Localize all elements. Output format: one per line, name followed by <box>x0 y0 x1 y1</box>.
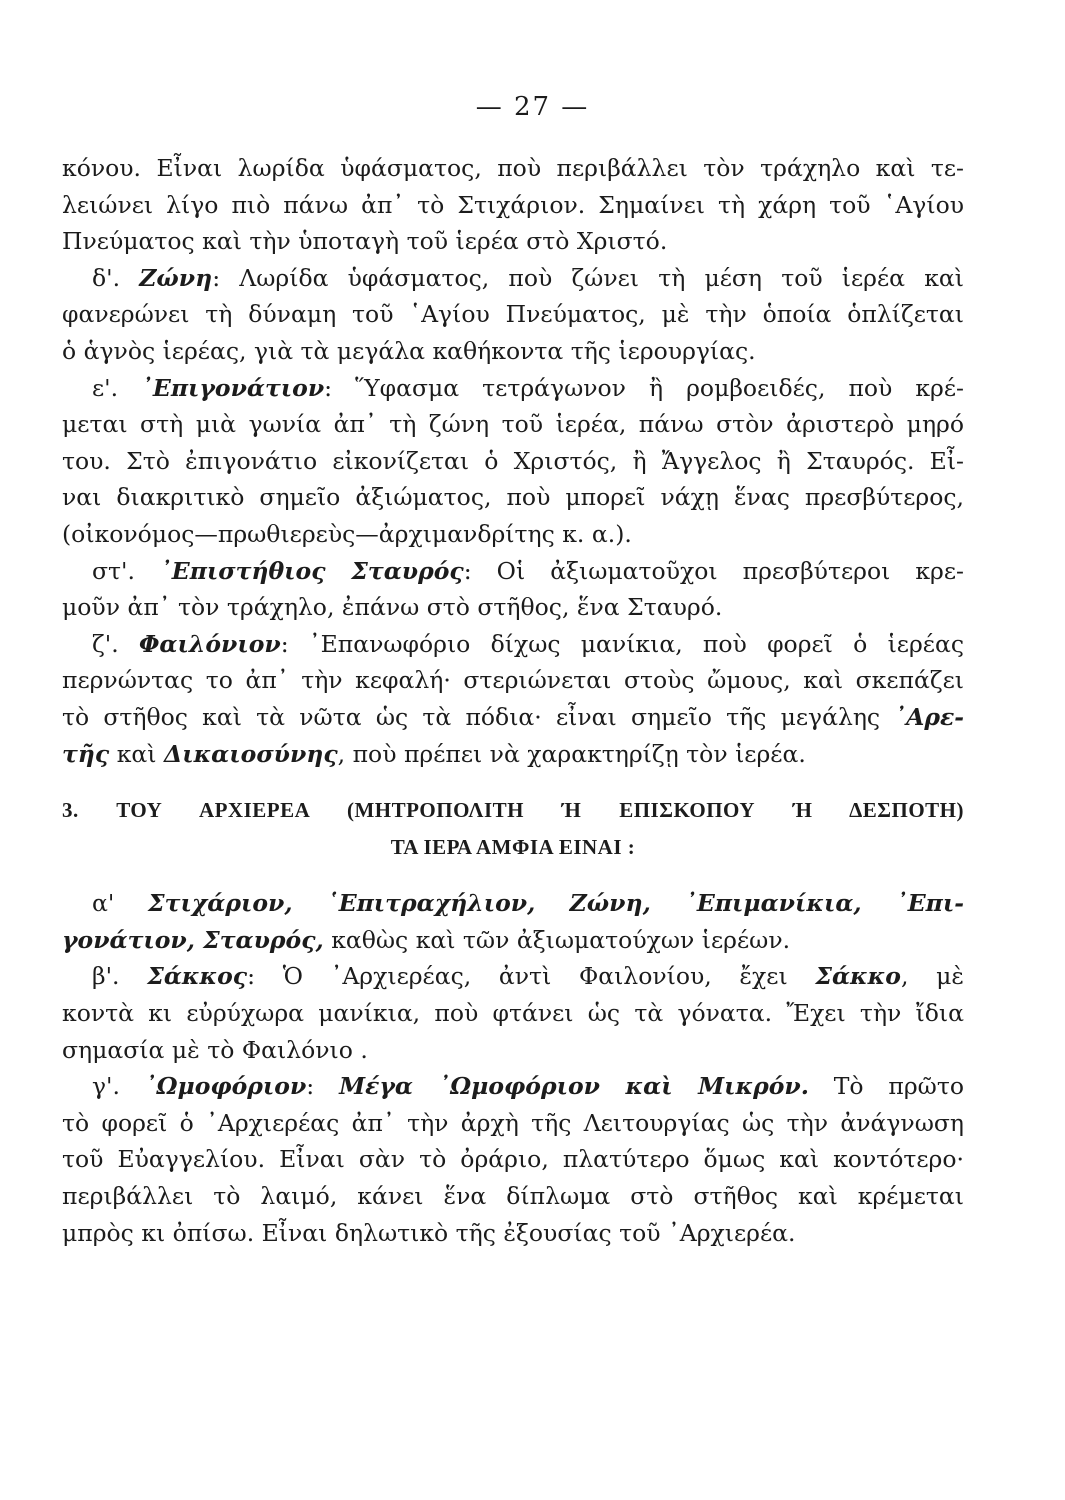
term: ᾿Επιστήθιος Σταυρός <box>160 556 464 585</box>
text-line: μεται στὴ μιὰ γωνία ἀπ᾿ τὴ ζώνη τοῦ ἱερέα, πάνω στὸν ἀριστερὸ μηρό <box>62 410 964 439</box>
item-number: δ'. <box>92 263 121 292</box>
item-number: ε'. <box>92 373 119 402</box>
section-heading: 3. ΤΟΥ ΑΡΧΙΕΡΕΑ (ΜΗΤΡΟΠΟΛΙΤΗ Ή ΕΠΙΣΚΟΠΟΥ Ή ΔΕΣΠΟΤΗ) <box>62 798 964 823</box>
text-line: (οἰκονόμος—πρωθιερεὺς—ἀρχιμανδρίτης κ. α.). <box>62 519 632 548</box>
term: Μέγα ᾿Ωμοφόριον καὶ Μικρόν. <box>339 1072 809 1101</box>
text-line: ναι διακριτικὸ σημεῖο ἀξιώματος, ποὺ μπορεῖ νάχῃ ἕνας πρεσβύτερος, <box>62 483 964 512</box>
text-line: φανερώνει τὴ δύναμη τοῦ ῾Αγίου Πνεύματος, μὲ τὴν ὁποία ὁπλίζεται <box>62 300 964 329</box>
text-segment: Τὸ πρῶτο <box>808 1072 964 1101</box>
text-segment: : Λωρίδα ὑφάσματος, ποὺ ζώνει τὴ μέση τοῦ ἱερέα καὶ <box>212 263 964 292</box>
text-segment: καθὼς καὶ τῶν ἀξιωματούχων ἱερέων. <box>323 925 791 954</box>
item-number: στ'. <box>92 556 135 585</box>
item-zoni <box>62 260 964 297</box>
text-segment: : Οἱ ἀξιωματοῦχοι πρεσβύτεροι κρε- <box>463 556 964 585</box>
text-line: του. Στὸ ἐπιγονάτιο εἰκονίζεται ὁ Χριστός, ἢ Ἄγγελος ἢ Σταυρός. Εἶ- <box>62 446 964 475</box>
text-segment: : ᾿Επανωφόριο δίχως μανίκια, ποὺ φορεῖ ὁ ἱερέας <box>280 629 964 658</box>
text-line: μοῦν ἀπ᾿ τὸν τράχηλο, ἐπάνω στὸ στῆθος, ἕνα Σταυρό. <box>62 593 723 622</box>
item-beta <box>62 958 964 995</box>
text-line: σημασία μὲ τὸ Φαιλόνιο . <box>62 1035 368 1064</box>
term: Στιχάριον, ῾Επιτραχήλιον, Ζώνη, ᾿Επιμανίκια, ᾿Επι- <box>148 889 964 918</box>
text-segment: : Ὁ ᾿Αρχιερέας, ἀντὶ Φαιλονίου, ἔχει <box>247 962 788 991</box>
text-segment: : Ὕφασμα τετράγωνον ἢ ρομβοειδές, ποὺ κρέ- <box>324 373 964 402</box>
term: Σάκκος <box>147 962 248 991</box>
term: Φαιλόνιον <box>138 629 281 658</box>
text-segment: : <box>306 1072 315 1101</box>
text-line: ὁ ἁγνὸς ἱερέας, γιὰ τὰ μεγάλα καθήκοντα τῆς ἱερουργίας. <box>62 336 756 365</box>
text-line: κόνου. Εἶναι λωρίδα ὑφάσματος, ποὺ περιβάλλει τὸν τράχηλο καὶ τε- <box>62 154 964 182</box>
term: ᾿Ωμοφόριον <box>144 1072 307 1101</box>
text-line: μπρὸς κι ὀπίσω. Εἶναι δηλωτικὸ τῆς ἐξουσίας τοῦ ᾿Αρχιερέα. <box>62 1218 796 1247</box>
term: ᾿Επιγονάτιον <box>141 373 325 402</box>
section-heading: ΤΑ ΙΕΡΑ ΑΜΦΙΑ ΕΙΝΑΙ : <box>390 834 636 859</box>
text-line <box>62 699 964 736</box>
text-line: τοῦ Εὐαγγελίου. Εἶναι σὰν τὸ ὀράριο, πλατύτερο ὅμως καὶ κοντότερο· <box>62 1145 964 1174</box>
term: γονάτιον, Σταυρός, <box>62 925 324 954</box>
page-number: — 27 — <box>475 92 590 122</box>
text-segment: , μὲ <box>900 962 964 991</box>
text-segment: τὸ στῆθος καὶ τὰ νῶτα ὡς τὰ πόδια· εἶναι σημεῖο τῆς μεγάλης <box>62 702 881 731</box>
item-alpha <box>62 885 964 922</box>
item-failonion <box>62 626 964 663</box>
text-line: κοντὰ κι εὐρύχωρα μανίκια, ποὺ φτάνει ὡς τὰ γόνατα. Ἔχει τὴν ἴδια <box>62 999 964 1028</box>
text-line: λειώνει λίγο πιὸ πάνω ἀπ᾿ τὸ Στιχάριον. Σημαίνει τὴ χάρη τοῦ ῾Αγίου <box>62 190 964 219</box>
text-line: Πνεύματος καὶ τὴν ὑποταγὴ τοῦ ἱερέα στὸ Χριστό. <box>62 227 668 256</box>
item-number: γ'. <box>92 1072 120 1101</box>
spacer <box>62 865 964 885</box>
term: Σάκκο <box>815 962 901 991</box>
text-line <box>62 922 964 959</box>
term: Ζώνη <box>139 263 213 292</box>
item-number: α' <box>92 889 115 918</box>
item-number: β'. <box>92 962 120 991</box>
text-line: τὸ φορεῖ ὁ ᾿Αρχιερέας ἀπ᾿ τὴν ἀρχὴ τῆς Λειτουργίας ὡς τὴν ἀνάγνωση <box>62 1108 964 1137</box>
item-stavros <box>62 553 964 590</box>
term: τῆς <box>62 739 110 768</box>
text-line: περιβάλλει τὸ λαιμό, κάνει ἕνα δίπλωμα στὸ στῆθος καὶ κρέμεται <box>62 1182 964 1211</box>
item-number: ζ'. <box>92 629 119 658</box>
text-segment: , ποὺ πρέπει νὰ χαρακτηρίζῃ τὸν ἱερέα. <box>337 739 806 768</box>
term: Δικαιοσύνης <box>163 739 338 768</box>
text-line: περνώντας το ἀπ᾿ τὴν κεφαλή· στεριώνεται στοὺς ὤμους, καὶ σκεπάζει <box>62 666 964 695</box>
term: ᾿Αρε- <box>894 702 964 731</box>
body-text <box>62 150 964 1251</box>
item-epigonation <box>62 370 964 407</box>
spacer <box>62 772 964 792</box>
item-gamma <box>62 1068 964 1105</box>
text-segment: καὶ <box>116 739 157 768</box>
text-line <box>62 736 964 773</box>
